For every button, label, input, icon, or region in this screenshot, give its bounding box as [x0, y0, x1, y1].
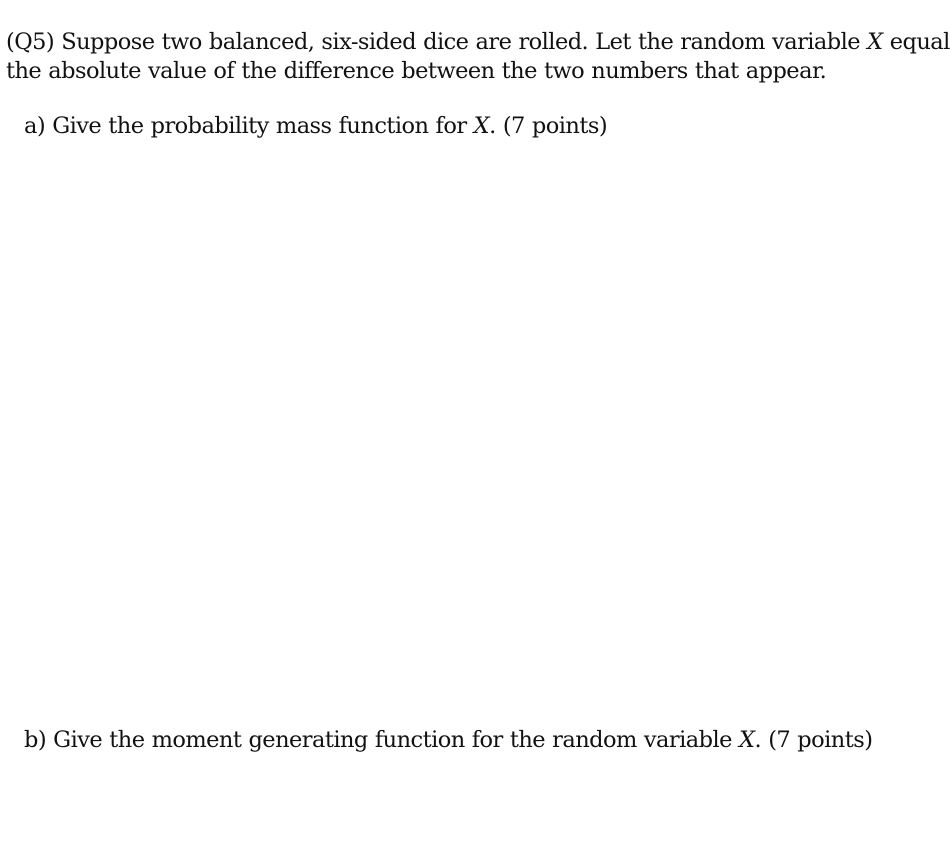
question-line-2: the absolute value of the difference between the two numbers that appear.	[6, 58, 827, 84]
part-a-prompt	[24, 115, 607, 138]
part-b-prompt	[24, 729, 872, 752]
question-line-1	[6, 31, 950, 54]
part-a-variable-x: X	[473, 113, 490, 139]
random-variable-x: X	[867, 29, 883, 55]
part-a-prompt-start: a) Give the probability mass function for	[24, 113, 474, 139]
question-line-1-end: equal	[882, 29, 950, 55]
part-b-prompt-start: b) Give the moment generating function for the random variable	[24, 727, 740, 753]
part-a-points: . (7 points)	[489, 113, 608, 139]
part-b-variable-x: X	[739, 727, 755, 753]
part-b-points: . (7 points)	[754, 727, 873, 753]
question-line-1-start: (Q5) Suppose two balanced, six-sided dice are rolled. Let the random variable	[6, 29, 868, 55]
